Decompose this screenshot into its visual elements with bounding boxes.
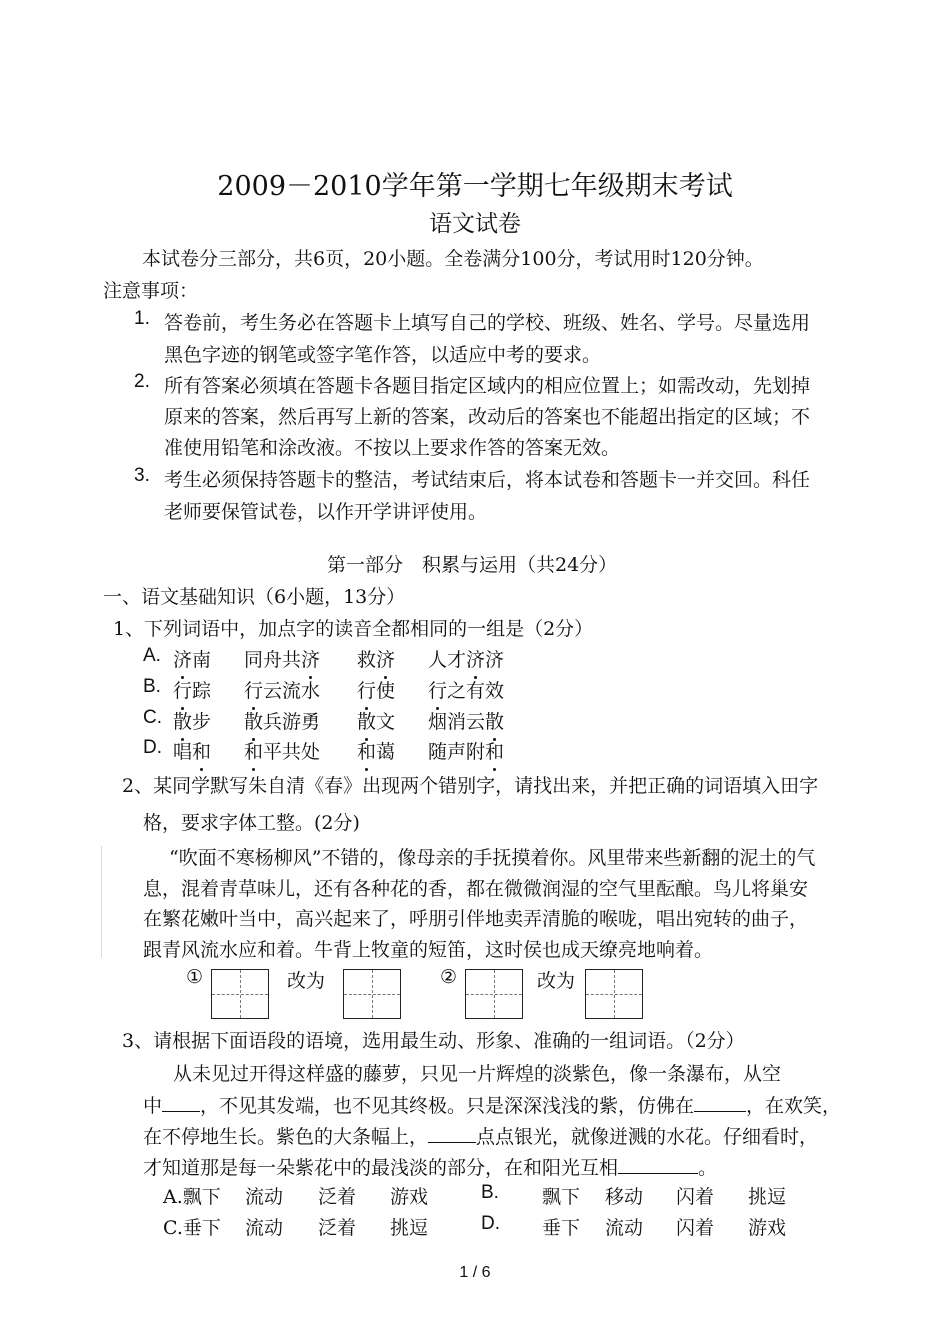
q2-answer-grid-2a[interactable] bbox=[465, 969, 523, 1019]
note-2-line-1: 所有答案必须填在答题卡各题目指定区域内的相应位置上；如需改动，先划掉 bbox=[164, 375, 811, 397]
page-number: 1 / 6 bbox=[459, 1264, 491, 1281]
q2-marker-1: ① bbox=[186, 966, 204, 988]
q1-option-a-word-4: 人才济济 bbox=[428, 649, 505, 671]
q3-passage-line-4: 才知道那是每一朵紫花中的最浅淡的部分，在和阳光互相 。 bbox=[143, 1157, 718, 1179]
q3-option-a-word-1: A.飘下 bbox=[163, 1186, 221, 1208]
q2-change-to-1: 改为 bbox=[287, 970, 326, 992]
note-1-line-1: 答卷前，考生务必在答题卡上填写自己的学校、班级、姓名、学号。尽量选用 bbox=[164, 312, 811, 334]
q3-option-a-word-2: 流动 bbox=[245, 1186, 284, 1208]
note-3-number: 3. bbox=[134, 465, 150, 486]
q1-option-b-label: B. bbox=[143, 676, 161, 697]
q3-blank-2[interactable] bbox=[694, 1095, 746, 1112]
margin-rule bbox=[101, 846, 102, 958]
note-3-line-1: 考生必须保持答题卡的整洁，考试结束后，将本试卷和答题卡一并交回。科任 bbox=[164, 469, 811, 491]
q3-passage-line-1: 从未见过开得这样盛的藤萝，只见一片辉煌的淡紫色，像一条瀑布，从空 bbox=[173, 1063, 782, 1085]
q3-option-b-word-1: 飘下 bbox=[542, 1186, 581, 1208]
q1-option-b-word-1: 行踪 bbox=[173, 680, 212, 702]
q3-blank-4[interactable] bbox=[618, 1157, 698, 1174]
q3-option-c-word-2: 流动 bbox=[245, 1217, 284, 1239]
q3-option-c-word-3: 泛着 bbox=[318, 1217, 357, 1239]
q3-option-a-word-3: 泛着 bbox=[318, 1186, 357, 1208]
q1-option-d-word-4: 随声附和 bbox=[428, 741, 505, 763]
note-2-line-3: 准使用铅笔和涂改液。不按以上要求作答的答案无效。 bbox=[164, 437, 621, 459]
q1-option-d-word-1: 唱和 bbox=[173, 741, 212, 763]
q1-option-d-label: D. bbox=[143, 737, 162, 758]
q3-option-a-word-4: 游戏 bbox=[390, 1186, 429, 1208]
q2-passage-line-1: “吹面不寒杨柳风”不错的，像母亲的手抚摸着你。风里带来些新翻的泥土的气 bbox=[169, 847, 816, 869]
q2-passage-line-2: 息，混着青草味儿，还有各种花的香，都在微微润湿的空气里酝酿。鸟儿将巢安 bbox=[143, 878, 809, 900]
note-2-line-2: 原来的答案，然后再写上新的答案，改动后的答案也不能超出指定的区域；不 bbox=[164, 406, 811, 428]
q3-stem: 3、请根据下面语段的语境，选用最生动、形象、准确的一组词语。（2分） bbox=[122, 1030, 745, 1052]
intro-text: 本试卷分三部分，共6页，20小题。全卷满分100分，考试用时120分钟。 bbox=[142, 248, 764, 270]
q2-stem-line-1: 2、某同学默写朱自清《春》出现两个错别字，请找出来，并把正确的词语填入田字 bbox=[122, 775, 819, 797]
q1-option-c-word-4: 烟消云散 bbox=[428, 711, 505, 733]
q3-option-b-word-2: 移动 bbox=[605, 1186, 644, 1208]
q3-option-c-word-4: 挑逗 bbox=[390, 1217, 429, 1239]
q1-option-c-label: C. bbox=[143, 707, 162, 728]
q3-option-b-word-4: 挑逗 bbox=[748, 1186, 787, 1208]
exam-title: 2009－2010学年第一学期七年级期末考试 bbox=[217, 171, 733, 202]
exam-subtitle: 语文试卷 bbox=[429, 211, 521, 237]
notes-heading: 注意事项： bbox=[103, 280, 199, 302]
q3-passage-line-2: 中 ，不见其发端，也不见其终极。只是深深浅浅的紫，仿佛在 ，在欢笑， bbox=[143, 1095, 842, 1117]
note-3-line-2: 老师要保管试卷，以作开学讲评使用。 bbox=[164, 501, 488, 523]
part1-heading: 第一部分 积累与运用（共24分） bbox=[327, 554, 618, 576]
q1-option-d-word-2: 和平共处 bbox=[244, 741, 321, 763]
q1-option-c-word-3: 散文 bbox=[357, 711, 396, 733]
section1-heading: 一、语文基础知识（6小题，13分） bbox=[103, 586, 406, 608]
q3-option-d-word-1: 垂下 bbox=[542, 1217, 581, 1239]
q1-stem: 1、下列词语中，加点字的读音全都相同的一组是（2分） bbox=[113, 618, 594, 640]
q2-passage-line-3: 在繁花嫩叶当中，高兴起来了，呼朋引伴地卖弄清脆的喉咙，唱出宛转的曲子， bbox=[143, 908, 809, 930]
q3-option-d-word-3: 闪着 bbox=[676, 1217, 715, 1239]
note-2-number: 2. bbox=[134, 371, 150, 392]
note-1-line-2: 黑色字迹的钢笔或签字笔作答，以适应中考的要求。 bbox=[164, 344, 602, 366]
q1-option-b-word-2: 行云流水 bbox=[244, 680, 321, 702]
q3-option-b-word-3: 闪着 bbox=[676, 1186, 715, 1208]
q1-option-a-word-3: 救济 bbox=[357, 649, 396, 671]
q1-option-a-word-2: 同舟共济 bbox=[244, 649, 321, 671]
q1-option-a-label: A. bbox=[143, 645, 161, 666]
q1-option-a-word-1: 济南 bbox=[173, 649, 212, 671]
q2-answer-grid-1a[interactable] bbox=[211, 969, 269, 1019]
q3-option-b-label: B. bbox=[481, 1182, 499, 1203]
q1-option-b-word-4: 行之有效 bbox=[428, 680, 505, 702]
note-1-number: 1. bbox=[134, 308, 150, 329]
q2-change-to-2: 改为 bbox=[537, 970, 576, 992]
q3-option-d-word-2: 流动 bbox=[605, 1217, 644, 1239]
q1-option-c-word-2: 散兵游勇 bbox=[244, 711, 321, 733]
q2-marker-2: ② bbox=[440, 966, 458, 988]
q2-passage-line-4: 跟青风流水应和着。牛背上牧童的短笛，这时侯也成天缭亮地响着。 bbox=[143, 939, 714, 961]
q3-blank-1[interactable] bbox=[162, 1095, 200, 1112]
q3-option-c-word-1: C.垂下 bbox=[163, 1217, 221, 1239]
q1-option-d-word-3: 和蔼 bbox=[357, 741, 396, 763]
q2-stem-line-2: 格，要求字体工整。(2分) bbox=[143, 812, 360, 834]
q3-blank-3[interactable] bbox=[428, 1126, 476, 1143]
q1-option-b-word-3: 行使 bbox=[357, 680, 396, 702]
q3-passage-line-3: 在不停地生长。紫色的大条幅上， 点点银光，就像迸溅的水花。仔细看时， bbox=[143, 1126, 819, 1148]
q1-option-c-word-1: 散步 bbox=[173, 711, 212, 733]
q3-option-d-label: D. bbox=[481, 1213, 500, 1234]
q3-option-d-word-4: 游戏 bbox=[748, 1217, 787, 1239]
q2-answer-grid-2b[interactable] bbox=[585, 969, 643, 1019]
q2-answer-grid-1b[interactable] bbox=[343, 969, 401, 1019]
